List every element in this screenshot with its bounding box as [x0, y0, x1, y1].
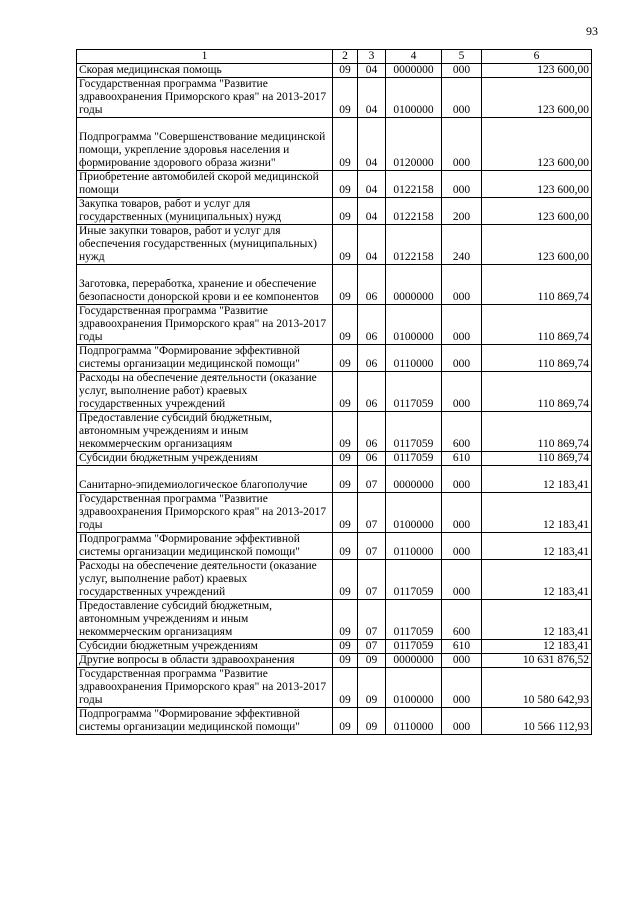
row-name: Подпрограмма "Формирование эффективной системы организации медицинской помощи": [77, 345, 333, 372]
table-row: [77, 198, 592, 225]
row-target-code: 0117059: [386, 560, 442, 600]
header-col-2: 2: [333, 50, 358, 64]
row-section: 09: [333, 345, 358, 372]
table-row: [77, 372, 592, 412]
row-section: 09: [333, 305, 358, 345]
row-section: 09: [333, 668, 358, 708]
header-col-3: 3: [358, 50, 386, 64]
row-amount: 110 869,74: [482, 452, 592, 466]
table-row: [77, 466, 592, 493]
row-name: Подпрограмма "Формирование эффективной системы организации медицинской помощи": [77, 533, 333, 560]
budget-table: [76, 49, 592, 735]
row-amount: 12 183,41: [482, 640, 592, 654]
table-row: [77, 118, 592, 171]
table-row: [77, 640, 592, 654]
row-amount: 12 183,41: [482, 600, 592, 640]
row-section: 09: [333, 466, 358, 493]
row-subsection: 07: [358, 560, 386, 600]
table-row: [77, 560, 592, 600]
row-amount: 12 183,41: [482, 533, 592, 560]
row-expense-type: 000: [442, 466, 482, 493]
row-name: Заготовка, переработка, хранение и обеспечение безопасности донорской крови и ее компонентов: [77, 265, 333, 305]
row-section: 09: [333, 533, 358, 560]
row-expense-type: 610: [442, 640, 482, 654]
row-expense-type: 610: [442, 452, 482, 466]
row-section: 09: [333, 640, 358, 654]
row-expense-type: 000: [442, 372, 482, 412]
row-expense-type: 000: [442, 493, 482, 533]
table-row: [77, 412, 592, 452]
table-row: [77, 78, 592, 118]
table-row: [77, 225, 592, 265]
row-target-code: 0000000: [386, 265, 442, 305]
row-expense-type: 000: [442, 78, 482, 118]
row-target-code: 0000000: [386, 466, 442, 493]
row-name: Приобретение автомобилей скорой медицинской помощи: [77, 171, 333, 198]
row-name: Расходы на обеспечение деятельности (оказание услуг, выполнение работ) краевых государственных учреждений: [77, 372, 333, 412]
row-expense-type: 000: [442, 533, 482, 560]
row-section: 09: [333, 64, 358, 78]
row-subsection: 09: [358, 708, 386, 735]
row-expense-type: 600: [442, 412, 482, 452]
table-row: [77, 305, 592, 345]
row-target-code: 0000000: [386, 64, 442, 78]
table-row: [77, 171, 592, 198]
row-name: Субсидии бюджетным учреждениям: [77, 640, 333, 654]
row-subsection: 04: [358, 225, 386, 265]
table-row: [77, 533, 592, 560]
row-expense-type: 000: [442, 171, 482, 198]
row-section: 09: [333, 412, 358, 452]
row-amount: 123 600,00: [482, 78, 592, 118]
table-row: [77, 265, 592, 305]
header-col-1: 1: [77, 50, 333, 64]
table-row: [77, 668, 592, 708]
row-target-code: 0110000: [386, 708, 442, 735]
row-name: Подпрограмма "Совершенствование медицинской помощи, укрепление здоровья населения и формирование здорового образа жизни": [77, 118, 333, 171]
row-section: 09: [333, 452, 358, 466]
row-amount: 12 183,41: [482, 560, 592, 600]
row-subsection: 06: [358, 412, 386, 452]
row-section: 09: [333, 654, 358, 668]
row-amount: 110 869,74: [482, 412, 592, 452]
row-amount: 12 183,41: [482, 466, 592, 493]
row-amount: 123 600,00: [482, 171, 592, 198]
row-expense-type: 000: [442, 654, 482, 668]
row-subsection: 07: [358, 600, 386, 640]
row-target-code: 0117059: [386, 600, 442, 640]
row-subsection: 06: [358, 372, 386, 412]
header-col-4: 4: [386, 50, 442, 64]
table-row: [77, 452, 592, 466]
row-expense-type: 200: [442, 198, 482, 225]
row-subsection: 07: [358, 493, 386, 533]
row-amount: 123 600,00: [482, 64, 592, 78]
row-amount: 110 869,74: [482, 265, 592, 305]
row-section: 09: [333, 225, 358, 265]
row-target-code: 0100000: [386, 493, 442, 533]
page-number: 93: [586, 24, 598, 38]
row-name: Другие вопросы в области здравоохранения: [77, 654, 333, 668]
row-subsection: 07: [358, 640, 386, 654]
row-subsection: 04: [358, 171, 386, 198]
row-subsection: 06: [358, 452, 386, 466]
row-section: 09: [333, 600, 358, 640]
row-section: 09: [333, 118, 358, 171]
row-name: Государственная программа "Развитие здравоохранения Приморского края" на 2013-2017 годы: [77, 668, 333, 708]
row-target-code: 0117059: [386, 412, 442, 452]
row-expense-type: 000: [442, 118, 482, 171]
row-name: Закупка товаров, работ и услуг для государственных (муниципальных) нужд: [77, 198, 333, 225]
row-subsection: 04: [358, 198, 386, 225]
table-row: [77, 708, 592, 735]
row-target-code: 0117059: [386, 452, 442, 466]
row-target-code: 0000000: [386, 654, 442, 668]
row-amount: 12 183,41: [482, 493, 592, 533]
row-target-code: 0122158: [386, 198, 442, 225]
row-expense-type: 000: [442, 64, 482, 78]
row-expense-type: 240: [442, 225, 482, 265]
row-target-code: 0120000: [386, 118, 442, 171]
row-section: 09: [333, 493, 358, 533]
row-amount: 123 600,00: [482, 118, 592, 171]
row-section: 09: [333, 78, 358, 118]
row-expense-type: 000: [442, 265, 482, 305]
row-amount: 10 631 876,52: [482, 654, 592, 668]
row-amount: 110 869,74: [482, 372, 592, 412]
row-section: 09: [333, 372, 358, 412]
row-amount: 10 566 112,93: [482, 708, 592, 735]
row-subsection: 04: [358, 64, 386, 78]
row-target-code: 0100000: [386, 305, 442, 345]
row-amount: 123 600,00: [482, 198, 592, 225]
row-subsection: 07: [358, 533, 386, 560]
row-name: Подпрограмма "Формирование эффективной системы организации медицинской помощи": [77, 708, 333, 735]
header-col-5: 5: [442, 50, 482, 64]
row-target-code: 0100000: [386, 78, 442, 118]
table-header-row: [77, 50, 592, 64]
row-target-code: 0117059: [386, 640, 442, 654]
row-expense-type: 000: [442, 708, 482, 735]
row-name: Скорая медицинская помощь: [77, 64, 333, 78]
table-row: [77, 493, 592, 533]
row-name: Иные закупки товаров, работ и услуг для обеспечения государственных (муниципальных) нужд: [77, 225, 333, 265]
row-name: Государственная программа "Развитие здравоохранения Приморского края" на 2013-2017 годы: [77, 78, 333, 118]
row-expense-type: 000: [442, 305, 482, 345]
row-subsection: 04: [358, 118, 386, 171]
row-section: 09: [333, 265, 358, 305]
row-subsection: 04: [358, 78, 386, 118]
row-name: Предоставление субсидий бюджетным, автономным учреждениям и иным некоммерческим организациям: [77, 600, 333, 640]
row-amount: 123 600,00: [482, 225, 592, 265]
row-subsection: 06: [358, 265, 386, 305]
row-subsection: 06: [358, 305, 386, 345]
row-target-code: 0100000: [386, 668, 442, 708]
row-target-code: 0110000: [386, 345, 442, 372]
row-section: 09: [333, 708, 358, 735]
row-expense-type: 000: [442, 345, 482, 372]
row-target-code: 0117059: [386, 372, 442, 412]
row-target-code: 0110000: [386, 533, 442, 560]
row-name: Предоставление субсидий бюджетным, автономным учреждениям и иным некоммерческим организациям: [77, 412, 333, 452]
table-row: [77, 654, 592, 668]
row-section: 09: [333, 560, 358, 600]
table-row: [77, 345, 592, 372]
table-row: [77, 64, 592, 78]
row-target-code: 0122158: [386, 225, 442, 265]
row-amount: 110 869,74: [482, 345, 592, 372]
row-amount: 10 580 642,93: [482, 668, 592, 708]
row-name: Государственная программа "Развитие здравоохранения Приморского края" на 2013-2017 годы: [77, 305, 333, 345]
row-expense-type: 000: [442, 668, 482, 708]
row-name: Санитарно-эпидемиологическое благополучие: [77, 466, 333, 493]
row-subsection: 06: [358, 345, 386, 372]
row-target-code: 0122158: [386, 171, 442, 198]
row-section: 09: [333, 171, 358, 198]
row-section: 09: [333, 198, 358, 225]
row-subsection: 09: [358, 654, 386, 668]
table-row: [77, 600, 592, 640]
table-body: [77, 64, 592, 735]
row-expense-type: 000: [442, 560, 482, 600]
row-subsection: 07: [358, 466, 386, 493]
row-name: Государственная программа "Развитие здравоохранения Приморского края" на 2013-2017 годы: [77, 493, 333, 533]
row-name: Субсидии бюджетным учреждениям: [77, 452, 333, 466]
row-amount: 110 869,74: [482, 305, 592, 345]
row-subsection: 09: [358, 668, 386, 708]
row-expense-type: 600: [442, 600, 482, 640]
row-name: Расходы на обеспечение деятельности (оказание услуг, выполнение работ) краевых государственных учреждений: [77, 560, 333, 600]
header-col-6: 6: [482, 50, 592, 64]
